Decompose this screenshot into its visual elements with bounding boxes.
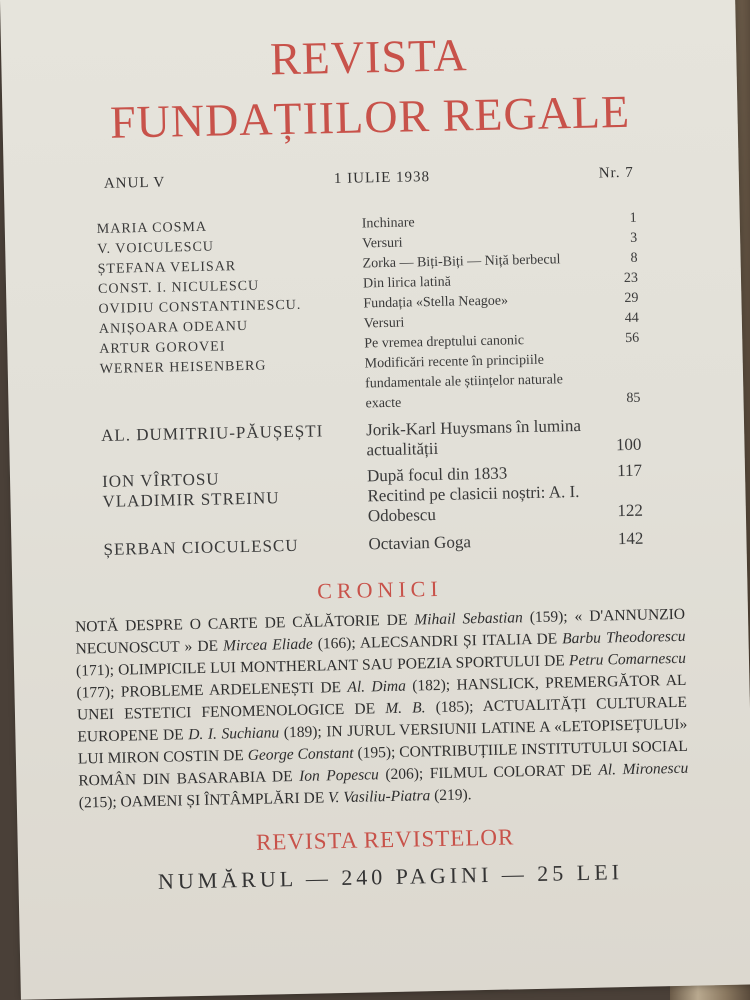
toc-page: 44 (624, 310, 639, 326)
toc-row (103, 529, 643, 560)
toc-row (100, 349, 641, 420)
toc-author: ANIȘOARA ODEANU (98, 318, 249, 337)
section-heading-cronici: CRONICI (316, 575, 443, 604)
chronicles-list (75, 604, 689, 815)
issue-number: Nr. 7 (598, 164, 634, 182)
toc-author: V. VOICULESCU (97, 239, 215, 258)
chronicle-entry: ALECSANDRI ȘI ITALIA DE Barbu Theodorescu (171); (75, 627, 686, 680)
toc-page: 142 (617, 528, 644, 549)
chronicle-entry: HANSLICK, PREMERGĂTOR AL UNEI ESTETICI FENOMENOLOGICE DE M. B. (185); (76, 671, 687, 724)
toc-title: Din lirica latină (362, 274, 452, 292)
toc-page: 117 (616, 460, 643, 481)
toc-page: 23 (623, 270, 639, 286)
toc-title: Versuri (363, 315, 405, 332)
toc-title: Octavian Goga (368, 532, 472, 554)
toc-author: ȘERBAN CIOCULESCU (103, 535, 299, 559)
toc-page: 29 (624, 290, 639, 306)
chronicle-entry: « D'ANNUNZIO NECUNOSCUT » DE Mircea Eliade (166); (75, 605, 686, 658)
chronicle-entry: IN JURUL VERSIUNII LATINE A «LETOPISEȚULUI» LUI MIRON COSTIN DE George Constant (195); (77, 715, 688, 768)
toc-title: Inchinare (361, 215, 415, 232)
toc-author: ARTUR GOROVEI (99, 339, 226, 357)
chronicle-entry: OAMENI ȘI ÎNTÂMPLĂRI DE V. Vasiliu-Piatra (219). (120, 786, 472, 811)
magazine-title-line2: FUNDAȚIILOR REGALE (109, 85, 631, 148)
chronicle-entry: FILMUL COLORAT DE Al. Mironescu (215); (78, 759, 689, 812)
section-heading-revista-revistelor: REVISTA REVISTELOR (255, 824, 515, 855)
toc-title: Recitind pe clasicii noștri: A. I. Odobescu (367, 481, 580, 526)
toc-title: Zorka — Biți-Biți — Niță berbecul (362, 252, 561, 272)
toc-author: OVIDIU CONSTANTINESCU. (98, 297, 302, 318)
chronicle-entry: ACTUALITĂȚI CULTURALE EUROPENE DE D. I. Suchianu (189); (77, 693, 688, 746)
toc-title: Pe vremea dreptului canonic (364, 333, 525, 352)
toc-author: WERNER HEISENBERG (99, 358, 267, 377)
toc-page: 56 (625, 330, 640, 346)
chronicle-entry: OLIMPICILE LUI MONTHERLANT SAU POEZIA SPORTULUI DE Petru Comarnescu (177); (76, 649, 687, 702)
toc-author: VLADIMIR STREINU (102, 488, 280, 511)
issue-info (104, 165, 634, 193)
footer-price-line: NUMĂRUL — 240 PAGINI — 25 LEI (157, 859, 624, 894)
issue-date: 1 IULIE 1938 (333, 169, 431, 188)
toc-author: CONST. I. NICULESCU (97, 278, 260, 298)
toc-page: 85 (626, 390, 641, 406)
toc-title: Fundația «Stella Neagoe» (363, 293, 509, 312)
toc-title: Jorik-Karl Huysmans în lumina actualității (365, 415, 582, 460)
chronicle-entry: NOTĂ DESPRE O CARTE DE CĂLĂTORIE DE Mihail Sebastian (159); (74, 608, 575, 636)
toc-author: MARIA COSMA (96, 219, 208, 238)
toc-page: 3 (629, 230, 638, 246)
toc-page: 100 (615, 434, 642, 455)
issue-year: ANUL V (103, 174, 166, 192)
toc-author: ȘTEFANA VELISAR (97, 259, 237, 278)
toc-page: 8 (630, 250, 638, 266)
toc-title: Modificări recente în principiile fundamentale ale științelor naturale exacte (364, 352, 564, 412)
toc-page: 122 (617, 500, 644, 521)
toc-author: ION VÎRTOSU (101, 469, 220, 491)
toc-title: Versuri (362, 235, 403, 252)
toc-row (101, 415, 642, 466)
magazine-title-line1: REVISTA (269, 29, 469, 85)
chronicle-entry: CONTRIBUȚIILE INSTITUTULUI SOCIAL ROMÂN DIN BASARABIA DE Ion Popescu (206); (78, 737, 688, 790)
table-of-contents (97, 209, 644, 560)
chronicle-entry: PROBLEME ARDELENEȘTI DE Al. Dima (182); (120, 676, 457, 701)
toc-title: După focul din 1833 (366, 463, 508, 486)
toc-page: 1 (629, 210, 637, 226)
toc-author: AL. DUMITRIU-PĂUȘEȘTI (100, 421, 324, 445)
